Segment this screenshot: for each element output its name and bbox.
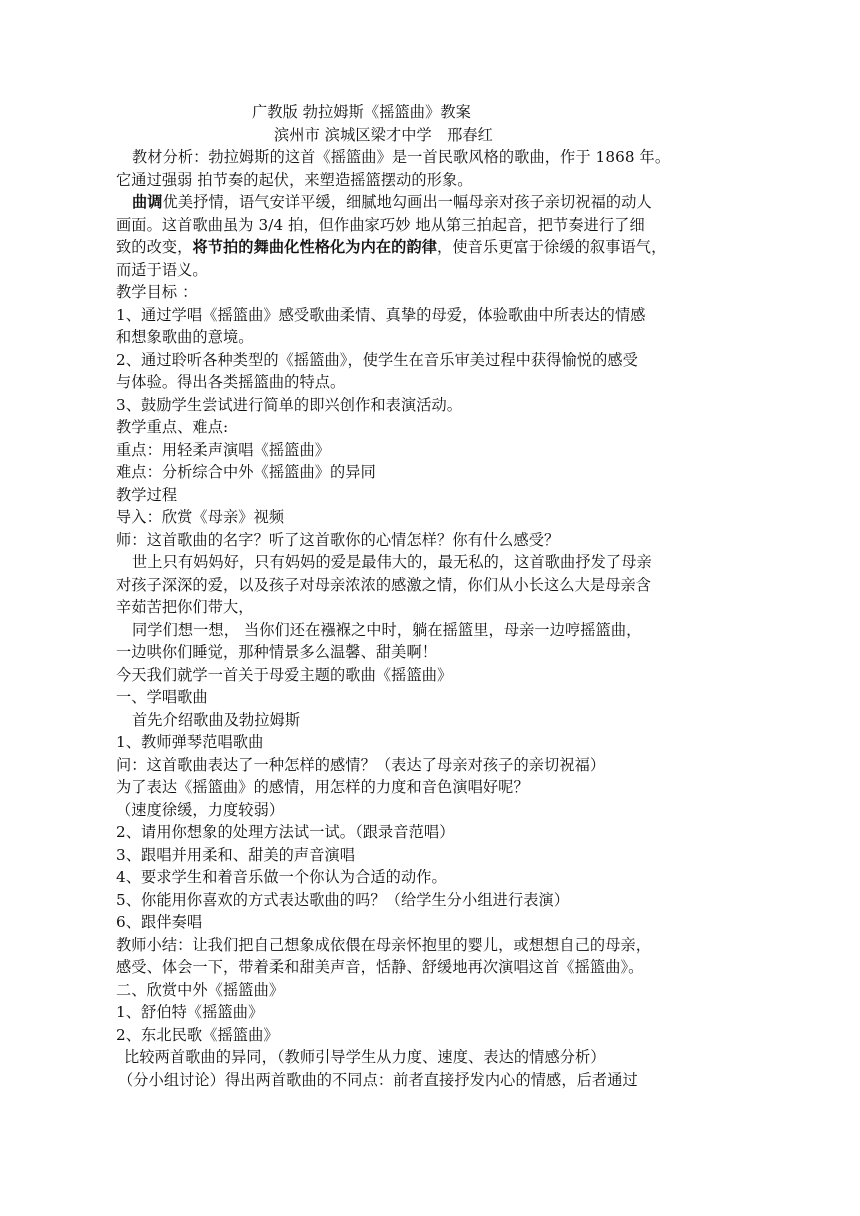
key-heading: 教学重点、难点: [116, 418, 229, 436]
bold-text: 将节拍的舞曲化性格化为内在的韵律 [192, 238, 438, 256]
process-line: 教师小结：让我们把自己想象成依偎在母亲怀抱里的婴儿，或想想自己的母亲， [116, 935, 652, 954]
process-line: 辛茹苦把你们带大， [116, 598, 254, 616]
goal-item: 3、鼓励学生尝试进行简单的即兴创作和表演活动。 [116, 395, 463, 414]
analysis-line: 它通过强弱 拍节奏的起伏，来塑造摇篮摆动的形象。 [116, 170, 473, 189]
analysis-text: 优美抒情，语气安详平缓，细腻地勾画出一幅母亲对孩子亲切祝福的动人 [162, 193, 652, 211]
process-line: 师：这首歌曲的名字？听了这首歌你的心情怎样？你有什么感受？ [116, 530, 560, 549]
process-line: （速度徐缓，力度较弱） [116, 800, 285, 819]
analysis-line [116, 191, 736, 214]
goal-item: 与体验。得出各类摇篮曲的特点。 [116, 373, 346, 391]
key-difficulty: 难点：分析综合中外《摇篮曲》的异同 [116, 463, 376, 481]
analysis-line [116, 236, 736, 259]
goals-heading: 教学目标 ： [116, 283, 198, 301]
key-focus: 重点：用轻柔声演唱《摇篮曲》 [116, 440, 331, 459]
process-line: 导入：欣赏《母亲》视频 [116, 508, 285, 526]
process-line: 今天我们就学一首关于母爱主题的歌曲《摇篮曲》 [116, 665, 453, 684]
process-line: 为了表达《摇篮曲》的感情，用怎样的力度和音色演唱好呢？ [116, 778, 529, 796]
process-line: 1、教师弹琴范唱歌曲 [116, 733, 264, 751]
process-line: 5、你能用你喜欢的方式表达歌曲的吗？（给学生分小组进行表演） [116, 890, 570, 909]
process-line: 同学们想一想， 当你们还在襁褓之中时，躺在摇篮里，母亲一边哼摇篮曲， [132, 620, 642, 639]
process-line: 2、请用你想象的处理方法试一试。（跟录音范唱） [116, 823, 455, 841]
process-line: 一边哄你们睡觉，那种情景多么温馨、甜美啊！ [116, 643, 438, 661]
process-line: 比较两首歌曲的异同，（教师引导学生从力度、速度、表达的情感分析） [124, 1048, 606, 1066]
goal-item: 1、通过学唱《摇篮曲》感受歌曲柔情、真挚的母爱，体验歌曲中所表达的情感 [116, 305, 646, 324]
analysis-line: 而适于语义。 [116, 260, 208, 279]
goal-item: 和想象歌曲的意境。 [116, 328, 254, 346]
process-line: （分小组讨论）得出两首歌曲的不同点：前者直接抒发内心的情感，后者通过 [118, 1070, 638, 1089]
bold-text: 曲调 [132, 193, 163, 211]
analysis-line: 教材分析：勃拉姆斯的这首《摇篮曲》是一首民歌风格的歌曲，作于 1868 年。 [132, 148, 671, 166]
process-line: 对孩子深深的爱，以及孩子对母亲浓浓的感激之情，你们从小长这么大是母亲含 [116, 575, 652, 594]
analysis-line: 画面。这首歌曲虽为 3/4 拍，但作曲家巧妙 地从第三拍起音，把节奏进行了细 [116, 215, 645, 234]
process-line: 世上只有妈妈好，只有妈妈的爱是最伟大的，最无私的，这首歌曲抒发了母亲 [132, 553, 652, 571]
document-body [116, 101, 736, 1091]
process-line: 3、跟唱并用柔和、甜美的声音演唱 [116, 845, 356, 864]
section-heading: 二、欣赏中外《摇篮曲》 [116, 980, 285, 999]
process-line: 感受、体会一下，带着柔和甜美声音，恬静、舒缓地再次演唱这首《摇篮曲》。 [116, 958, 644, 976]
process-line: 4、要求学生和着音乐做一个你认为合适的动作。 [116, 868, 447, 886]
goal-item: 2、通过聆听各种类型的《摇篮曲》，使学生在音乐审美过程中获得愉悦的感受 [116, 350, 638, 369]
document-title: 广教版 勃拉姆斯《摇篮曲》教案 [252, 103, 471, 121]
process-heading: 教学过程 [116, 485, 178, 504]
section-heading: 一、学唱歌曲 [116, 688, 208, 706]
analysis-text: 致的改变， [116, 238, 193, 256]
process-line: 首先介绍歌曲及勃拉姆斯 [132, 710, 301, 729]
process-line: 1、舒伯特《摇篮曲》 [116, 1003, 264, 1021]
analysis-text: ，使音乐更富于徐缓的叙事语气， [437, 238, 667, 256]
process-line: 6、跟伴奏唱 [116, 913, 203, 931]
process-line: 问：这首歌曲表达了一种怎样的感情？（表达了母亲对孩子的亲切祝福） [116, 755, 606, 774]
document-author: 滨州市 滨城区梁才中学 邢春红 [274, 125, 493, 144]
process-line: 2、东北民歌《摇篮曲》 [116, 1025, 279, 1044]
